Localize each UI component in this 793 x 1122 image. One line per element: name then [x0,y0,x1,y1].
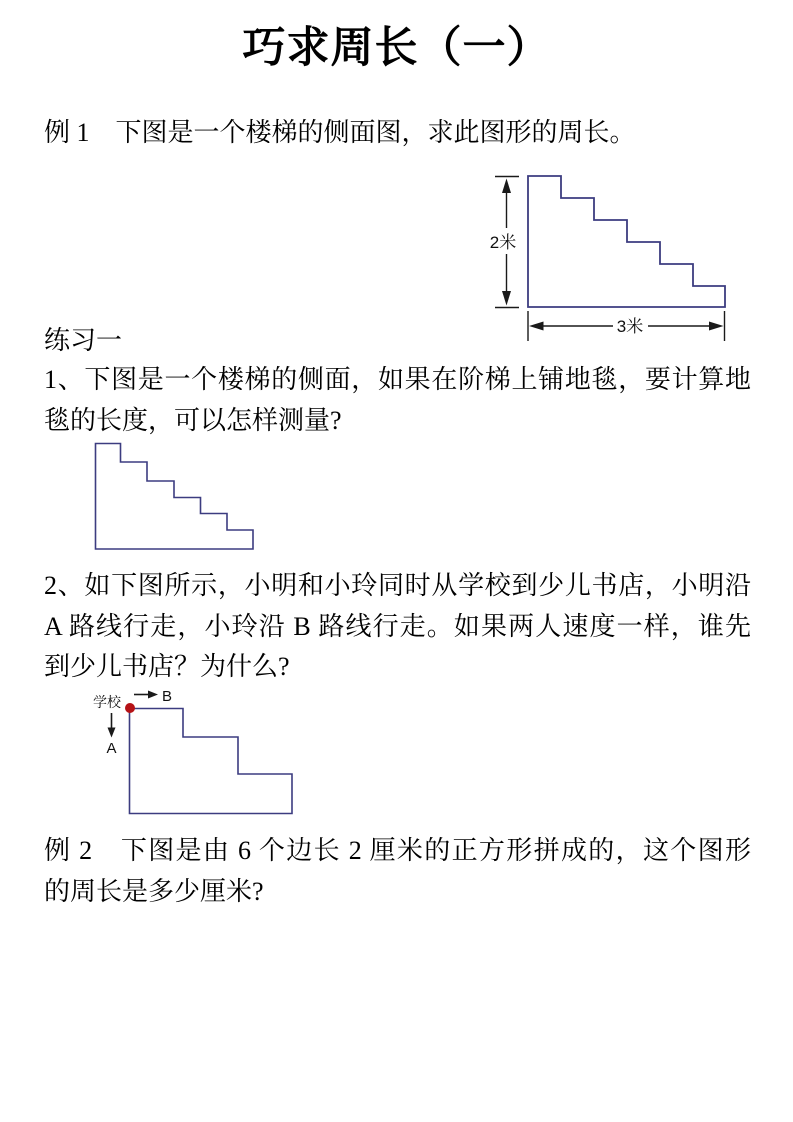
arrowhead-up [502,179,511,194]
arrowhead-right [709,322,724,331]
route-b-arrow [134,691,158,699]
route-a-arrow [108,713,116,738]
text-line: 例 1 下图是一个楼梯的侧面图，求此图形的周长。 [44,118,636,147]
school-dot [125,703,135,713]
route-outline [130,709,293,814]
example2-text [44,831,751,912]
example1-staircase-diagram [480,160,760,355]
staircase-outline [528,176,725,307]
arrowhead-down [502,291,511,306]
width-dimension-label: 3米 [616,317,644,336]
staircase-outline [96,444,254,550]
route-b-label: B [162,688,173,705]
text-line: 到少儿书店？为什么? [44,652,290,681]
text-line: 2、如下图所示，小明和小玲同时从学校到少儿书店，小明沿 [44,571,751,600]
school-label: 学校 [93,694,121,710]
example1-text [44,113,751,154]
page-title: 巧求周长（一） [242,25,551,72]
text-line: 例 2 下图是由 6 个边长 2 厘米的正方形拼成的，这个图形 [44,836,751,865]
question2-route-diagram [85,683,320,823]
text-line: A 路线行走，小玲沿 B 路线行走。如果两人速度一样，谁先 [44,611,751,641]
question1-staircase-diagram [85,435,270,560]
text-line: 1、下图是一个楼梯的侧面，如果在阶梯上铺地毯，要计算地 [44,365,751,394]
height-dimension-label: 2米 [489,233,517,252]
route-a-label: A [106,740,117,757]
question2-text [44,566,751,688]
exercise-heading: 练习一 [44,326,123,355]
text-line: 毯的长度，可以怎样测量? [44,405,342,435]
text-line: 的周长是多少厘米? [44,876,264,906]
arrowhead-down [108,728,116,738]
question1-text [44,360,751,441]
arrowhead-left [529,322,544,331]
arrowhead-right [148,691,158,699]
